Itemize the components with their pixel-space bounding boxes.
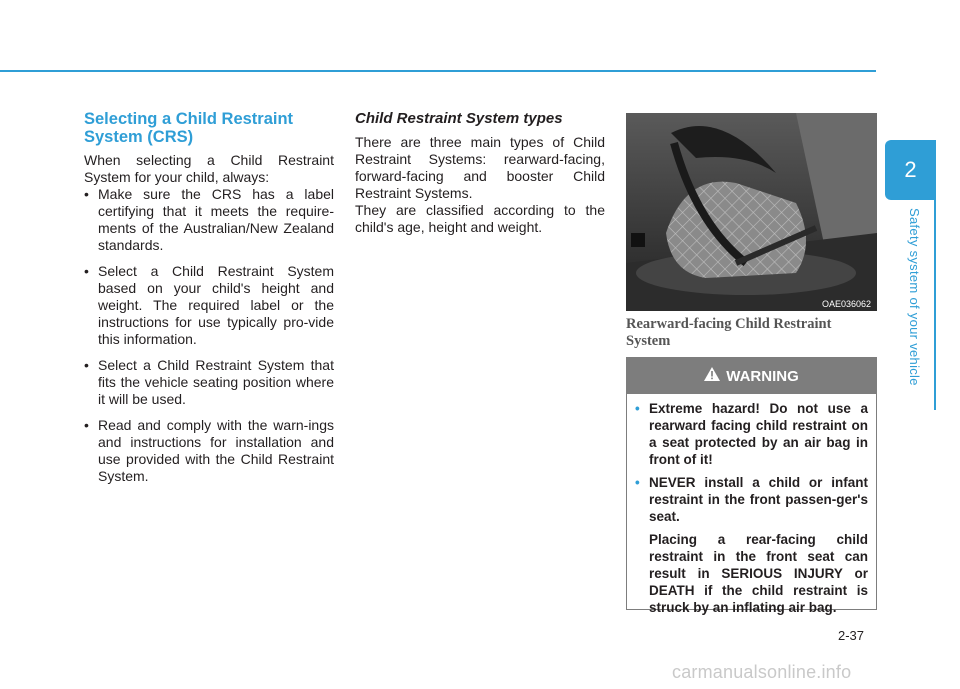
types-paragraph-2: They are classified according to the child's age, height and weight. [355, 202, 605, 235]
warning-label: WARNING [726, 367, 799, 385]
warning-extra: Placing a rear-facing child restraint in the front seat can result in SERIOUS INJURY or DEATH if the child restraint is struck by an inflating air bag. [649, 532, 868, 615]
list-item: • Select a Child Restraint System that fits the vehicle seating position where it will be used. [84, 357, 334, 408]
warning-item: • Extreme hazard! Do not use a rearward facing child restraint on a seat protected by an air bag in front of it! [635, 400, 868, 468]
warning-item: • NEVER install a child or infant restraint in the front passen-ger's seat. [635, 474, 868, 525]
section-title: Selecting a Child Restraint System (CRS) [84, 110, 294, 146]
list-item: • Read and comply with the warn-ings and instructions for installation and use provided with the Child Restraint System. [84, 417, 334, 485]
list-item: • Select a Child Restraint System based on your child's height and weight. The required label or the instructions for use typically pro-vide this information. [84, 263, 334, 348]
list-item: • Make sure the CRS has a label certifying that it meets the require-ments of the Australian/New Zealand standards. [84, 186, 334, 254]
types-paragraph-1: There are three main types of Child Restraint Systems: rearward-facing, forward-facing and booster Child Restraint Systems. [355, 134, 605, 201]
intro-text: When selecting a Child Restraint System for your child, always: [84, 152, 334, 185]
sidebar-rule [934, 140, 936, 410]
warning-header [627, 358, 876, 394]
top-rule [0, 70, 876, 72]
figure-caption: Rearward-facing Child Restraint System [626, 316, 832, 349]
chapter-title: Safety system of your vehicle [907, 208, 922, 386]
page-number: 2-37 [838, 628, 865, 643]
types-title: Child Restraint System types [355, 110, 563, 127]
warning-box [626, 357, 877, 615]
warning-triangle-icon [704, 367, 720, 385]
figure-code: OAE036062 [821, 299, 871, 309]
chapter-tab: 2 [885, 140, 936, 200]
watermark: carmanualsonline.info [672, 662, 852, 682]
requirements-list [84, 186, 334, 494]
child-seat-photo [626, 113, 877, 311]
warning-list [635, 400, 868, 622]
